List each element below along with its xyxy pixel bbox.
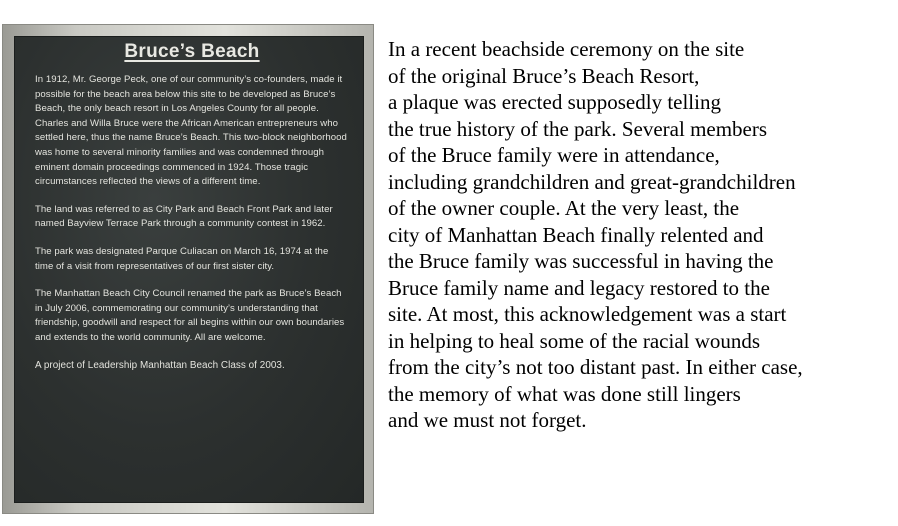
- caption-line: in helping to heal some of the racial wounds: [388, 328, 761, 353]
- plaque-title-text: Bruce’s Beach: [124, 41, 260, 62]
- caption-line: including grandchildren and great-grandchildren: [388, 169, 796, 194]
- caption-line: the Bruce family was successful in having the: [388, 249, 774, 273]
- plaque-paragraph: The park was designated Parque Culiacan on March 16, 1974 at the time of a visit from representatives of our first sister city.: [35, 245, 329, 272]
- caption-line: Bruce family name and legacy restored to the: [388, 275, 770, 300]
- caption-text: [388, 36, 894, 434]
- plaque-paragraph: The land was referred to as City Park and Beach Front Park and later named Bayview Terrace Park through a community contest in 1962.: [35, 203, 333, 230]
- plaque-paragraph: In 1912, Mr. George Peck, one of our community’s co-founders, made it possible for the beach area below this site to be developed as Bruce’s Beach, the only beach resort in Los Angeles County for all people. Charles and Willa Bruce were the African American entrepreneurs who settled here, thus the name Bruce’s Beach. This two-block neighborhood was home to several minority families and was condemned through eminent domain proceedings commenced in 1924. Those tragic circumstances reflected the views of a different time.: [35, 74, 347, 188]
- commemorative-plaque: [14, 36, 364, 503]
- caption-line: the memory of what was done still lingers: [388, 381, 741, 406]
- caption-line: and we must not forget.: [388, 408, 587, 432]
- plaque-credit: A project of Leadership Manhattan Beach Class of 2003.: [35, 359, 285, 371]
- caption-line: city of Manhattan Beach finally relented and: [388, 222, 764, 247]
- plaque-paragraph: The Manhattan Beach City Council renamed the park as Bruce’s Beach in July 2006, commemorating our community’s understanding that friendship, goodwill and respect for all begins within our own boundaries and extends to the world community. All are welcome.: [35, 288, 345, 343]
- plaque-title: [35, 41, 349, 63]
- caption-line: of the owner couple. At the very least, the: [388, 196, 740, 220]
- caption-line: a plaque was erected supposedly telling: [388, 90, 721, 114]
- caption-line: site. At most, this acknowledgement was a start: [388, 302, 787, 326]
- caption-line: from the city’s not too distant past. In either case,: [388, 355, 803, 379]
- caption-line: In a recent beachside ceremony on the site: [388, 37, 745, 61]
- caption-line: of the Bruce family were in attendance,: [388, 143, 720, 167]
- caption-line: of the original Bruce’s Beach Resort,: [388, 63, 700, 88]
- caption-line: the true history of the park. Several members: [388, 116, 768, 141]
